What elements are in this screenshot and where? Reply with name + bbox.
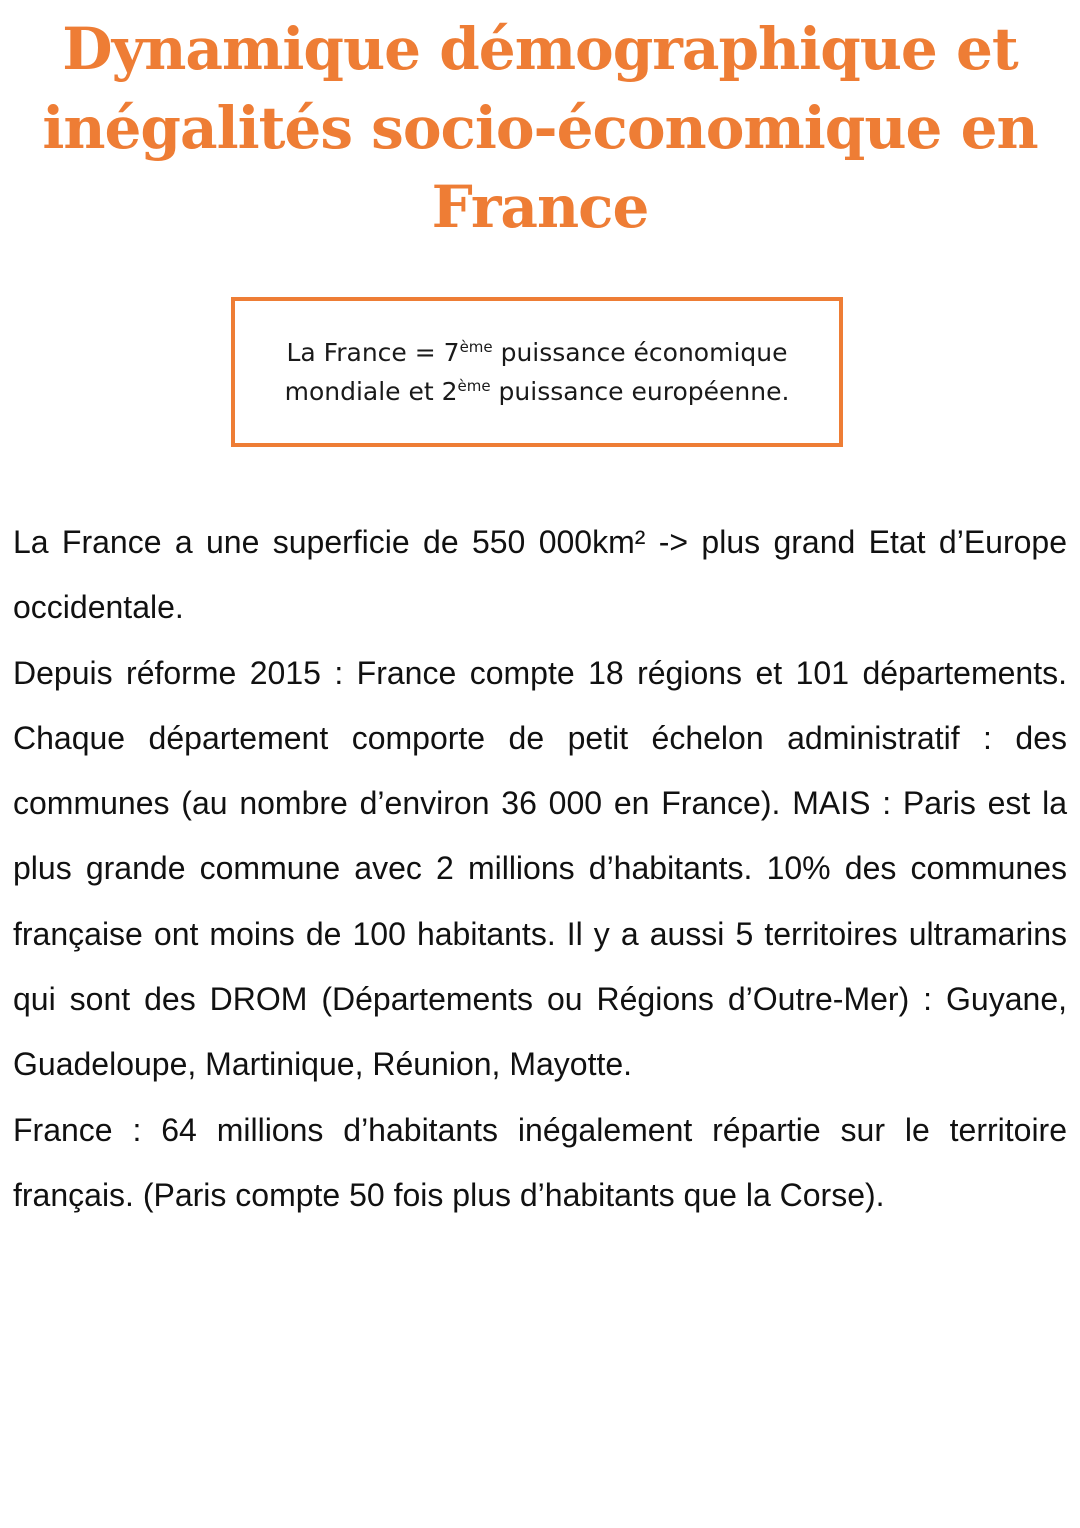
key-fact-box [231, 297, 843, 447]
title-line-1: Dynamique démographique et [62, 15, 1018, 83]
key-fact-line-1-rest: puissance économique [492, 338, 788, 367]
paragraph-superficie: La France a une superficie de 550 000km² -> plus grand Etat d’Europe occidentale. [13, 524, 1067, 626]
body-text [13, 510, 1067, 1228]
key-fact-line-2-superscript: ème [457, 377, 491, 395]
key-fact-line-1 [286, 333, 787, 372]
title-line-2: inégalités socio-économique en [42, 94, 1038, 162]
page-title [20, 10, 1060, 247]
paragraph-regions-communes: Depuis réforme 2015 : France compte 18 régions et 101 départements. Chaque département comporte de petit échelon administratif : des communes (au nombre d’environ 36 000 en France). MAIS : Paris est la plus grande commune avec 2 millions d’habitants. 10% des communes française ont moins de 100 habitants. Il y a aussi 5 territoires ultramarins qui sont des DROM (Départements ou Régions d’Outre-Mer) : Guyane, Guadeloupe, Martinique, Réunion, Mayotte. [13, 654, 1067, 1083]
key-fact-line-2 [285, 372, 790, 411]
key-fact-line-1-text: La France = 7 [286, 338, 460, 367]
key-fact-line-1-superscript: ème [459, 338, 493, 356]
paragraph-population: France : 64 millions d’habitants inégalement répartie sur le territoire français. (Paris compte 50 fois plus d’habitants que la Corse). [13, 1111, 1067, 1213]
key-fact-line-2-text: mondiale et 2 [284, 377, 458, 406]
key-fact-line-2-rest: puissance européenne. [490, 377, 790, 406]
title-line-3: France [431, 173, 649, 241]
